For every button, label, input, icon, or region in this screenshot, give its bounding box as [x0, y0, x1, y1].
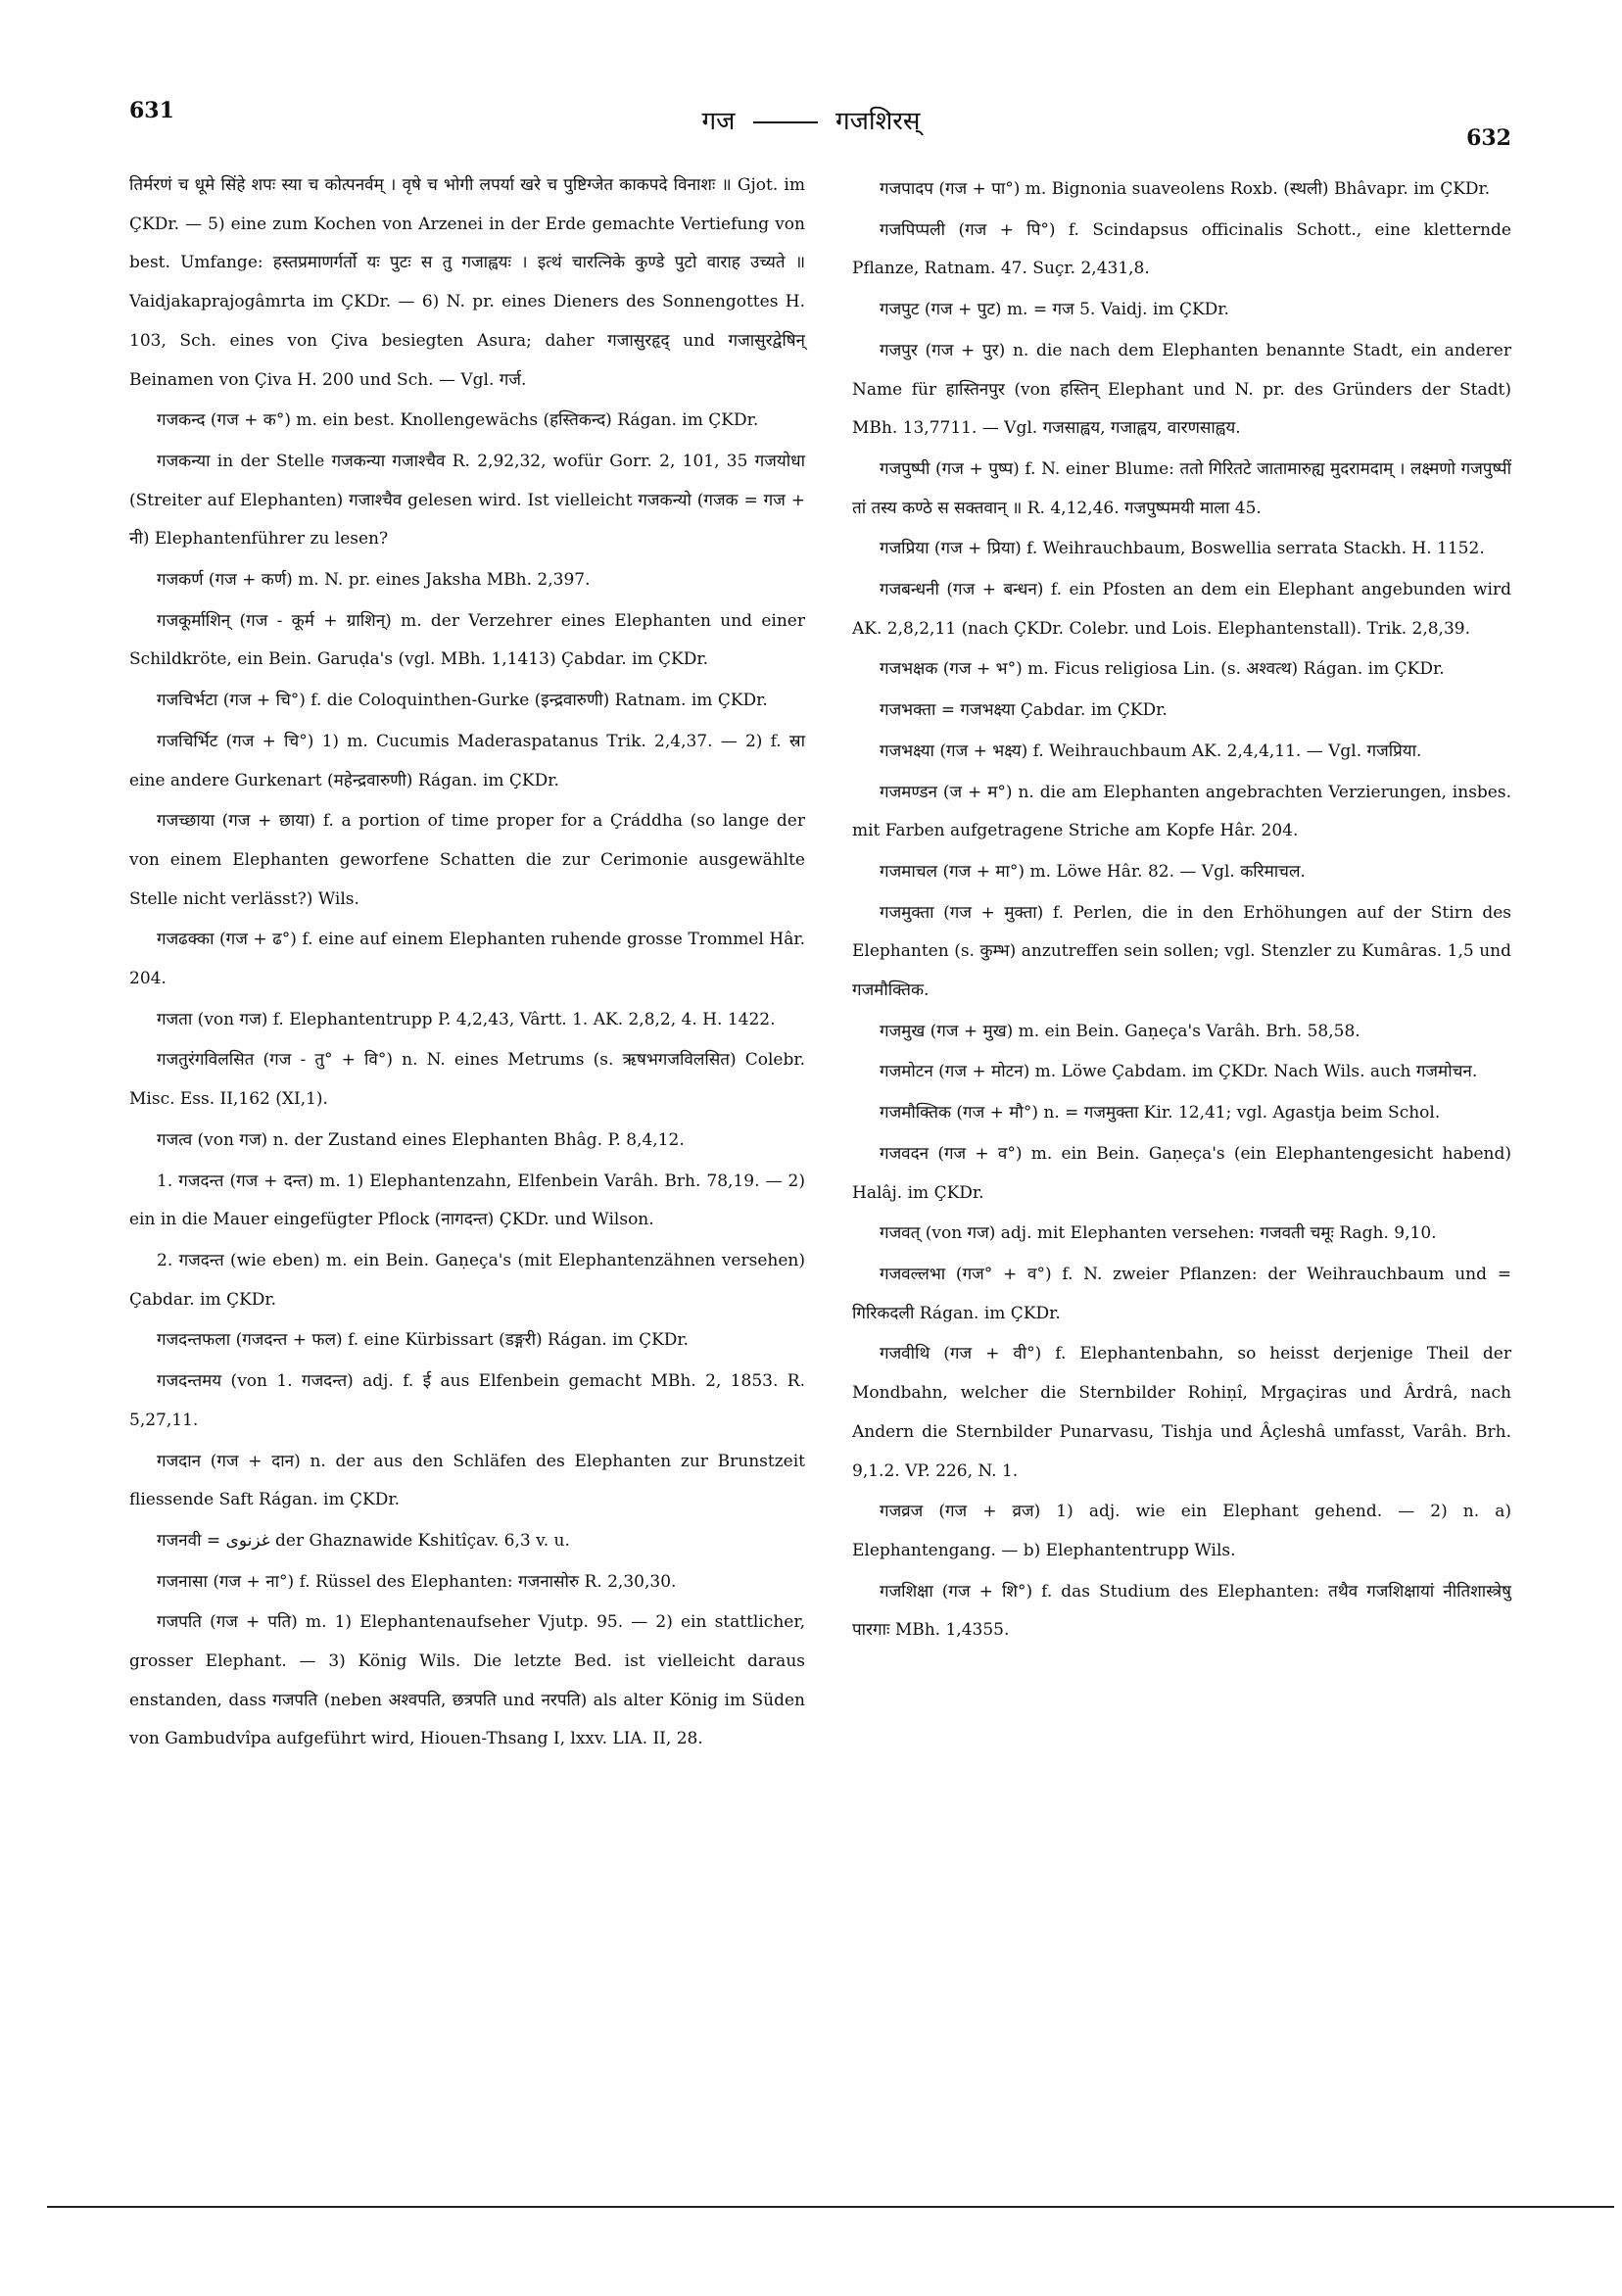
dictionary-entry: गजभक्ता = गजभक्ष्या Çabdar. im ÇKDr. — [880, 700, 1168, 721]
dictionary-entry: गजवल्लभा (गज° + व°) f. N. zweier Pflanzen: der Weihrauchbaum und = गिरिकदली Rágan. im ÇKDr. — [852, 1264, 1511, 1323]
dictionary-entry: गजव्रज (गज + व्रज) 1) adj. wie ein Elephant gehend. — 2) n. a) Elephantengang. — b) Elephantentrupp Wils. — [852, 1502, 1511, 1560]
dictionary-entry: गजमुख (गज + मुख) m. ein Bein. Gaṇeça's Varâh. Brh. 58,58. — [880, 1021, 1360, 1041]
dictionary-entry: गजच्छाया (गज + छाया) f. a portion of time proper for a Çráddha (so lange der von einem Elephanten geworfene Schatten die zur Cerimonie ausgewählte Stelle nicht verlässt?) Wils. — [129, 811, 805, 909]
dictionary-entry: गजनवी = غزنوى der Ghaznawide Kshitîçav. 6,3 v. u. — [157, 1530, 570, 1551]
dictionary-entry: गजकन्द (गज + क°) m. ein best. Knollengewächs (हस्तिकन्द) Rágan. im ÇKDr. — [157, 410, 759, 431]
right-column — [852, 170, 1511, 1652]
dictionary-entry: गजत्व (von गज) n. der Zustand eines Elephanten Bhâg. P. 8,4,12. — [157, 1129, 685, 1150]
dictionary-entry: गजदन्तमय (von 1. गजदन्त) adj. f. ई aus Elfenbein gemacht MBh. 2, 1853. R. 5,27,11. — [129, 1371, 805, 1430]
headword-right: गजशिरस् — [835, 107, 921, 136]
page-number-left: 631 — [129, 98, 174, 123]
running-head — [0, 102, 1622, 137]
dictionary-entry: गजवदन (गज + व°) m. ein Bein. Gaṇeça's (ein Elephantengesicht habend) Halâj. im ÇKDr. — [852, 1143, 1511, 1203]
dictionary-entry: गजपुष्पी (गज + पुष्प) f. N. einer Blume: ततो गिरितटे जातामारुह्य मुदरामदाम् । लक्ष्मणो गजपुष्पीं तां तस्य कण्ठे स सक्तवान् ॥ R. 4,12,46. गजपुष्पमयी माला 45. — [852, 458, 1511, 518]
dictionary-entry: गजढक्का (गज + ढ°) f. eine auf einem Elephanten ruhende grosse Trommel Hâr. 204. — [129, 930, 805, 989]
dictionary-entry: गजतुरंगविलसित (गज - तु° + वि°) n. N. eines Metrums (s. ऋषभगजविलसित) Colebr. Misc. Ess. II,162 (XI,1). — [129, 1050, 805, 1110]
dictionary-entry: गजवीथि (गज + वी°) f. Elephantenbahn, so heisst derjenige Theil der Mondbahn, welcher die Sternbilder Rohiṇî, Mṛgaçiras und Ârdrâ, nach Andern die Sternbilder Punarvasu, Tishja und Âçleshâ umfasst, Varâh. Brh. 9,1.2. VP. 226, N. 1. — [852, 1344, 1511, 1481]
dictionary-entry: गजपुर (गज + पुर) n. die nach dem Elephanten benannte Stadt, ein anderer Name für हास्तिनपुर (von हस्तिन् Elephant und N. pr. des Gründers der Stadt) MBh. 13,7711. — Vgl. गजसाह्वय, गजाह्वय, वारणसाह्वय. — [852, 340, 1511, 439]
headword-left: गज — [701, 107, 736, 136]
dictionary-entry: गजप्रिया (गज + प्रिया) f. Weihrauchbaum, Boswellia serrata Stackh. H. 1152. — [880, 539, 1485, 559]
dictionary-entry: तिर्मरणं च धूमे सिंहे शपः स्या च कोत्पनर्वम् । वृषे च भोगी लपर्या खरे च पुष्टिग्जेत काकपदे विनाशः ॥ Gjot. im ÇKDr. — 5) eine zum Kochen von Arzenei in der Erde gemachte Vertiefung von best. Umfange: हस्तप्रमाणर्गर्तो यः पुटः स तु गजाह्वयः । इत्थं चारत्निके कुण्डे पुटो वाराह उच्यते ॥ Vaidjakaprajogâmrta im ÇKDr. — 6) N. pr. eines Dieners des Sonnengottes H. 103, Sch. eines von Çiva besiegten Asura; daher गजासुरहृद् und गजासुरद्वेषिन् Beinamen von Çiva H. 200 und Sch. — Vgl. गर्ज. — [129, 175, 805, 390]
dictionary-entry: गजशिक्षा (गज + शि°) f. das Studium des Elephanten: तथैव गजशिक्षायां नीतिशास्त्रेषु पारगाः MBh. 1,4355. — [852, 1581, 1511, 1641]
bottom-rule — [47, 2206, 1614, 2208]
dictionary-entry: गजपादप (गज + पा°) m. Bignonia suaveolens Roxb. (स्थली) Bhâvapr. im ÇKDr. — [880, 179, 1491, 199]
dictionary-entry: गजमौक्तिक (गज + मौ°) n. = गजमुक्ता Kir. 12,41; vgl. Agastja beim Schol. — [880, 1103, 1441, 1124]
dictionary-entry: गजमुक्ता (गज + मुक्ता) f. Perlen, die in den Erhöhungen auf der Stirn des Elephanten (s. कुम्भ) anzutreffen sein sollen; vgl. Stenzler zu Kumâras. 1,5 und गजमौक्तिक. — [852, 902, 1511, 1001]
dictionary-entry: गजचिर्भटा (गज + चि°) f. die Coloquinthen-Gurke (इन्द्रवारुणी) Ratnam. im ÇKDr. — [157, 691, 768, 711]
dictionary-entry: गजनासा (गज + ना°) f. Rüssel des Elephanten: गजनासोरु R. 2,30,30. — [157, 1571, 677, 1592]
dictionary-entry: गजकन्या in der Stelle गजकन्या गजाश्चैव R. 2,92,32, wofür Gorr. 2, 101, 35 गजयोधा (Streiter auf Elephanten) गजाश्चैव gelesen wird. Ist vielleicht गजकन्यो (गजक = गज + नी) Elephantenführer zu lesen? — [129, 451, 805, 550]
dictionary-entry: गजचिर्भिट (गज + चि°) 1) m. Cucumis Maderaspatanus Trik. 2,4,37. — 2) f. स्रा eine andere Gurkenart (महेन्द्रवारुणी) Rágan. im ÇKDr. — [129, 731, 805, 790]
dictionary-entry: गजवत् (von गज) adj. mit Elephanten versehen: गजवती चमूः Ragh. 9,10. — [880, 1223, 1437, 1244]
dictionary-entry: गजपति (गज + पति) m. 1) Elephantenaufseher Vjutp. 95. — 2) ein stattlicher, grosser Elephant. — 3) König Wils. Die letzte Bed. ist vielleicht daraus enstanden, dass गजपति (neben अश्वपति, छत्रपति und नरपति) als alter König im Süden von Gambudvîpa aufgeführt wird, Hiouen-Thsang I, lxxv. LIA. II, 28. — [129, 1612, 805, 1749]
dictionary-entry: गजमोटन (गज + मोटन) m. Löwe Çabdam. im ÇKDr. Nach Wils. auch गजमोचन. — [880, 1062, 1478, 1082]
dictionary-entry: गजपिप्पली (गज + पि°) f. Scindapsus officinalis Schott., eine kletternde Pflanze, Ratnam. 47. Suçr. 2,431,8. — [852, 219, 1511, 279]
dictionary-entry: गजमण्डन (ज + म°) n. die am Elephanten angebrachten Verzierungen, insbes. mit Farben aufgetragene Striche am Kopfe Hâr. 204. — [852, 782, 1511, 841]
dictionary-entry: गजपुट (गज + पुट) m. = गज 5. Vaidj. im ÇKDr. — [880, 300, 1229, 320]
dictionary-entry: गजदन्तफला (गजदन्त + फल) f. eine Kürbissart (डङ्गरी) Rágan. im ÇKDr. — [157, 1330, 690, 1351]
dictionary-entry: गजकूर्माशिन् (गज - कूर्म + ग्राशिन्) m. der Verzehrer eines Elephanten und einer Schildkröte, ein Bein. Garuḍa's (vgl. MBh. 1,1413) Çabdar. im ÇKDr. — [129, 610, 805, 670]
dictionary-entry: गजता (von गज) f. Elephantentrupp P. 4,2,43, Vârtt. 1. AK. 2,8,2, 4. H. 1422. — [157, 1009, 776, 1029]
header-dash — [753, 121, 818, 123]
left-column — [129, 167, 805, 1761]
page-number-right: 632 — [1466, 125, 1511, 151]
dictionary-entry: गजभक्षक (गज + भ°) m. Ficus religiosa Lin. (s. अश्वत्थ) Rágan. im ÇKDr. — [880, 659, 1445, 680]
dictionary-entry: गजभक्ष्या (गज + भक्ष्य) f. Weihrauchbaum AK. 2,4,4,11. — Vgl. गजप्रिया. — [880, 741, 1422, 761]
dictionary-entry: गजबन्धनी (गज + बन्धन) f. ein Pfosten an dem ein Elephant angebunden wird AK. 2,8,2,11 (nach ÇKDr. Colebr. und Lois. Elephantenstall). Trik. 2,8,39. — [852, 580, 1511, 639]
dictionary-entry: 1. गजदन्त (गज + दन्त) m. 1) Elephantenzahn, Elfenbein Varâh. Brh. 78,19. — 2) ein in die Mauer eingefügter Pflock (नागदन्त) ÇKDr. und Wilson. — [129, 1171, 805, 1230]
dictionary-entry: गजकर्ण (गज + कर्ण) m. N. pr. eines Jaksha MBh. 2,397. — [157, 570, 591, 591]
dictionary-entry: गजमाचल (गज + मा°) m. Löwe Hâr. 82. — Vgl. करिमाचल. — [880, 861, 1306, 882]
dictionary-entry: गजदान (गज + दान) n. der aus den Schläfen des Elephanten zur Brunstzeit fliessende Saft Rágan. im ÇKDr. — [129, 1451, 805, 1510]
dictionary-entry: 2. गजदन्त (wie eben) m. ein Bein. Gaṇeça's (mit Elephantenzähnen versehen) Çabdar. im ÇKDr. — [129, 1250, 805, 1310]
